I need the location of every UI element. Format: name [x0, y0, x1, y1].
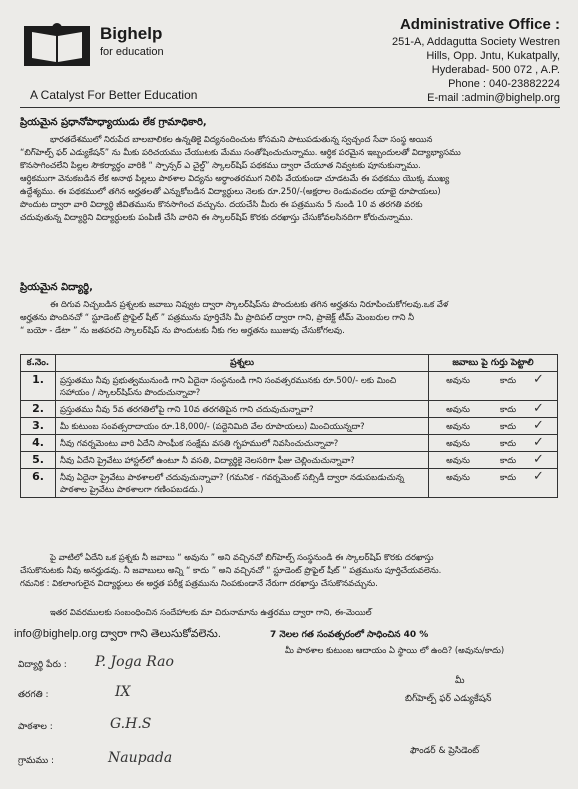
answer-yes[interactable]: అవును	[446, 421, 470, 431]
contact-paragraph: ఇతర వివరములకు సంబంధించిన సందేహాలకు మా చిరునామాను ఉత్తరము ద్వారా గాని, ఈ-మెయిల్	[50, 607, 372, 617]
class-value[interactable]: IX	[115, 684, 131, 700]
checkmark-icon: ✓	[533, 418, 544, 433]
row-number: 6.	[21, 469, 56, 498]
checkmark-icon: ✓	[533, 372, 544, 387]
question-text: నీవు గవర్నమెంటు వారి ఏదేని సాంఘీక సంక్షేమ వసతి గృహములో నివసించుచున్నావా?	[56, 435, 429, 452]
answer-no[interactable]: కాదు	[499, 455, 517, 465]
answer-cell	[429, 418, 558, 435]
answer-yes[interactable]: అవును	[446, 404, 470, 414]
school-label: పాఠశాల :	[18, 722, 53, 732]
contact-email: info@bighelp.org ద్వారా గాని తెలుసుకోవలెను.	[14, 628, 221, 640]
checkmark-icon: ✓	[533, 401, 544, 416]
col-answer: జవాబు పై గుర్తు పెట్టాలి	[429, 355, 558, 372]
answer-yes[interactable]: అవును	[446, 455, 470, 465]
address-line: Hills, Opp. Jntu, Kukatpally,	[426, 50, 560, 62]
table-row	[21, 452, 558, 469]
eligibility-table	[20, 354, 558, 498]
sign-title: ఫౌండర్ & ప్రెసిడెంట్	[410, 746, 480, 756]
para-line: పొందుట ద్వారా వారి విద్యార్థి జీవితమును కొనసాగించ వచ్చును. దయచేసి మీరు ఈ పత్రమును 5 నుండి 10 వ తరగతి వరకు	[20, 199, 423, 209]
table-row	[21, 418, 558, 435]
row-number: 5.	[21, 452, 56, 469]
answer-cell	[429, 469, 558, 498]
checkmark-icon: ✓	[533, 452, 544, 467]
stat-note: 7 నెలల గత సంవత్సరంలో సాధించిన 40 %	[270, 630, 429, 640]
table-header-row	[21, 355, 558, 372]
para-line: “బిగ్‌హెల్ప్ ఫర్ ఎడ్యుకేషన్” ను మీకు పరిచయము చేయుటకు మేము సంతోషించుచున్నాము. ఆర్ధిక పరమైన ఇబ్బందులతో విద్యాభ్యాసము	[20, 147, 461, 157]
school-value[interactable]: G.H.S	[110, 716, 152, 732]
brand-subtitle: for education	[100, 46, 164, 58]
student-name-value[interactable]: P. Joga Rao	[95, 654, 174, 670]
para-line: గమనిక : వికలాంగులైన విద్యార్థులు ఈ అర్హత పరీక్ష పత్రమును నింపకుండానే నేరుగా దరఖాస్తు చేసుకొనవచ్చును.	[20, 578, 378, 588]
checkmark-icon: ✓	[533, 435, 544, 450]
para-line: కొనసాగించలేని పిల్లల సౌకర్యార్ధం వారికి “ స్పాన్సర్ ఎ చైల్డ్” స్కాలర్‌షిప్ పథకము ద్వారా చేయూత నివ్వటకు పూనుకున్నాము.	[20, 160, 421, 170]
answer-no[interactable]: కాదు	[499, 375, 517, 385]
para-line: అర్హతను పొందినచో “ స్టూడెంట్ ప్రొఫైల్ షీట్ ” పత్రమును పూర్తిచేసి మీ ప్రాదిపల్ ద్వారా గాని, ప్రాజెక్ట్ టీమ్ మెంబరుల గాని నీ	[20, 312, 415, 322]
table-row	[21, 372, 558, 401]
answer-yes[interactable]: అవును	[446, 375, 470, 385]
sign-org: బిగ్‌హెల్ప్ ఫర్ ఎడ్యుకేషన్	[405, 694, 492, 704]
row-number: 4.	[21, 435, 56, 452]
answer-no[interactable]: కాదు	[499, 438, 517, 448]
answer-yes[interactable]: అవును	[446, 438, 470, 448]
para-line: చదువుతున్న విద్యార్ధిని విద్యార్ధులకు పంపిణీ చేసి వారిని ఈ స్కాలర్‌షిప్ కొరకు దరఖాస్తు చేసుకోవలసినదిగా కోరుచున్నాము.	[20, 212, 414, 222]
class-label: తరగతి :	[18, 690, 49, 700]
tagline: A Catalyst For Better Education	[30, 88, 198, 102]
para-line: చేసుకొనుటకు నీవు అనర్హుడవు. నీ జవాబులు అన్ని “ కాదు ” అని వచ్చినచో “ స్టూడెంట్ ప్రొఫైల్ షీట్ ” పత్రమును పూర్తిచేయవలెను.	[20, 565, 442, 575]
intro-paragraph	[20, 133, 562, 224]
answer-no[interactable]: కాదు	[499, 472, 517, 482]
salutation-headmaster: ప్రియమైన ప్రధానోపాధ్యాయుడు లేక గ్రామాధికారి,	[20, 117, 207, 128]
phone-line: Phone : 040-23882224	[448, 78, 560, 90]
eligibility-paragraph	[20, 298, 562, 337]
row-number: 3.	[21, 418, 56, 435]
para-line: “ బయో - డేటా ” ను జతపరచి స్కాలర్‌షిప్ ను పొందుటకు నీకు గల అర్హతను ఋజువు చేసుకోగలవు.	[20, 325, 345, 335]
question-text: ప్రస్తుతము నీవు ప్రభుత్వమునుండి గాని ఏదైనా సంస్థనుండి గాని సంవత్సరమునకు రూ.500/- లకు మించి సహాయం / స్కాలర్‌షిప్‌ను పొందుచున్నావా?	[56, 372, 429, 401]
table-row	[21, 401, 558, 418]
table-row	[21, 435, 558, 452]
answer-no[interactable]: కాదు	[499, 404, 517, 414]
village-value[interactable]: Naupada	[108, 750, 173, 766]
instructions-paragraph	[20, 551, 562, 590]
question-text: మీ కుటుంబ సంవత్సరాదాయం రూ.18,000/- (పద్దెనిమిది వేల రూపాయలు) మించియున్నదా?	[56, 418, 429, 435]
salutation-student: ప్రియమైన విద్యార్థి,	[20, 282, 93, 293]
student-name-label: విద్యార్థి పేరు :	[18, 660, 67, 670]
brand-name: Bighelp	[100, 24, 163, 43]
sign-yours: మీ	[455, 676, 465, 686]
row-number: 1.	[21, 372, 56, 401]
office-address	[370, 16, 560, 105]
para-line: ఆర్ధికముగా వెనుకబడిన లేక అనాథ పిల్లలు పాఠశాల విద్యను అర్ధాంతరముగ నిలిపి వేయకుండా చూడటమే ఈ పథకము యొక్క ముఖ్య	[20, 173, 450, 183]
table-row	[21, 469, 558, 498]
para-line: భారతదేశములో నిరుపేద బాలబాలికల ఉన్నతికై విద్యనందించుట కోసమని పాటుపడుతున్న స్వచ్చంద సేవా సంస్థ అయిన	[50, 134, 433, 144]
answer-cell	[429, 401, 558, 418]
email-line: E-mail :admin@bighelp.org	[427, 92, 560, 104]
col-question: ప్రశ్నలు	[56, 355, 429, 372]
book-logo-icon	[22, 20, 92, 68]
address-line: Hyderabad- 500 072 , A.P.	[431, 64, 560, 76]
answer-yes[interactable]: అవును	[446, 472, 470, 482]
office-title: Administrative Office :	[399, 16, 560, 33]
checkmark-icon: ✓	[533, 469, 544, 484]
question-text: ప్రస్తుతము నీవు 5వ తరగతిలోపై గాని 10వ తరగతిపైన గాని చదువుచున్నావా?	[56, 401, 429, 418]
answer-cell	[429, 435, 558, 452]
answer-cell	[429, 372, 558, 401]
row-number: 2.	[21, 401, 56, 418]
para-line: ఈ దిగువ నిచ్చబడిన ప్రశ్నలకు జవాబు నివ్వుట ద్వారా స్కాలర్‌షిప్‌ను పొందుటకు తగిన అర్హతను నిరూపించుకోగలవు.ఒక వేళ	[50, 299, 449, 309]
income-question: మీ పాఠశాల కుటుంబ ఆదాయం ఏ స్థాయి లో ఉంది? (అవును/కాదు)	[285, 645, 505, 655]
para-line: పై వాటిలో ఏదేని ఒక ప్రశ్నకు నీ జవాబు “ అవును ” అని వచ్చినచో బిగ్‌హెల్ప్ సంస్థనుండి ఈ స్కాలర్‌షిప్ కొరకు దరఖాస్తు	[50, 552, 434, 562]
question-text: నీవు ఏదేని ప్రైవేటు హాస్టల్‌లో ఉంటూ నీ వసతి, విద్యార్థికై నెలసరిగా ఫీజు చెల్లించుచున్నావా?	[56, 452, 429, 469]
header-divider	[20, 107, 560, 108]
address-line: 251-A, Addagutta Society Westren	[392, 36, 560, 48]
para-line: ఉద్దేశ్యము. ఈ పథకములో తగిన అర్హతలతో ఎన్నుకోబడిన విద్యార్ధులు నెలకు రూ.250/-(అక్షరాల రెండువందల యాభై రూపాయలు)	[20, 186, 441, 196]
answer-no[interactable]: కాదు	[499, 421, 517, 431]
answer-cell	[429, 452, 558, 469]
col-number: క.నెం.	[21, 355, 56, 372]
village-label: గ్రామము :	[18, 756, 55, 766]
question-text: నీవు ఏదైనా ప్రైవేటు పాఠశాలలో చదువుచున్నావా? (గమనిక - గవర్నమెంట్ సబ్సిడీ ద్వారా నడుపబడుచున్న పాఠశాల ప్రైవేటు పాఠశాలగా గణింపబడదు.)	[56, 469, 429, 498]
